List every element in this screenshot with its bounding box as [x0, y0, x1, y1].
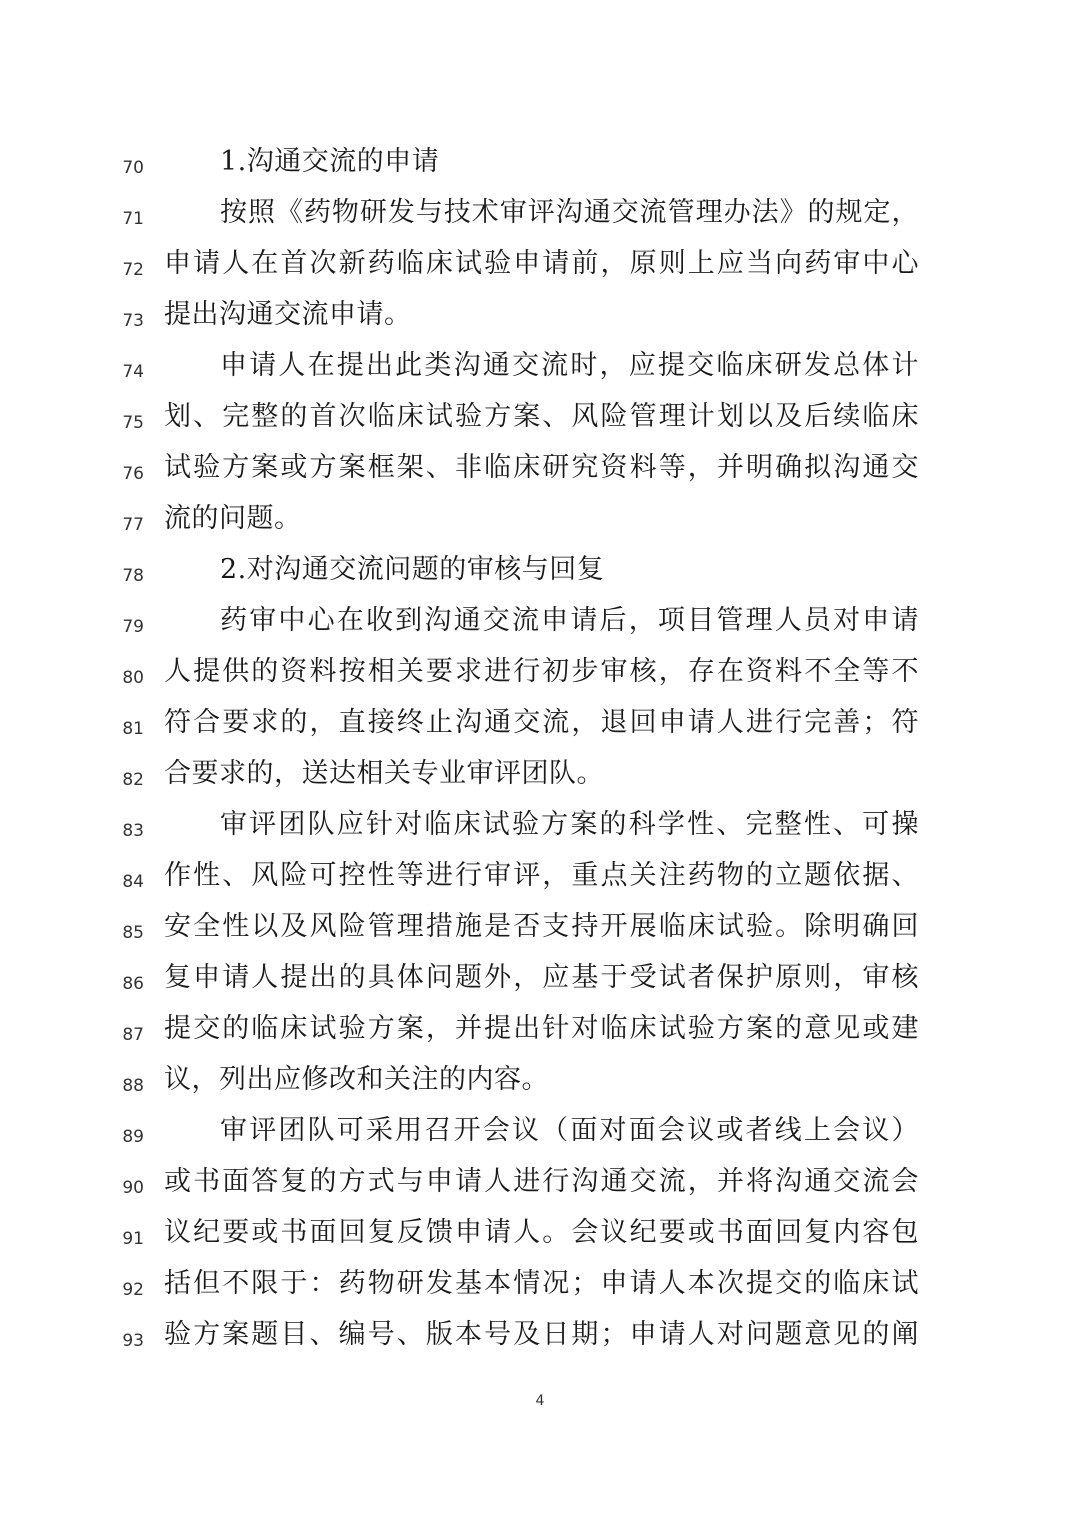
section-heading: 2.对沟通交流问题的审核与回复: [220, 554, 605, 585]
document-line: [0, 601, 1080, 652]
line-number: 79: [122, 617, 144, 637]
line-number: 89: [122, 1127, 144, 1147]
document-line: [0, 1009, 1080, 1060]
line-number: 85: [122, 923, 144, 943]
document-line: [0, 193, 1080, 244]
line-number: 84: [122, 872, 144, 892]
line-text: 审评团队应针对临床试验方案的科学性、完整性、可操: [220, 809, 919, 840]
line-number: 77: [122, 515, 144, 535]
line-number: 81: [122, 719, 144, 739]
line-number: 76: [122, 464, 144, 484]
line-number: 92: [122, 1280, 144, 1300]
document-line: [0, 703, 1080, 754]
line-text: 申请人在首次新药临床试验申请前，原则上应当向药审中心: [164, 248, 919, 279]
line-text: 安全性以及风险管理措施是否支持开展临床试验。除明确回: [164, 911, 919, 942]
line-text: 提交的临床试验方案，并提出针对临床试验方案的意见或建: [164, 1013, 919, 1044]
document-line: [0, 499, 1080, 550]
document-line: [0, 1162, 1080, 1213]
line-number: 73: [122, 311, 144, 331]
line-text: 括但不限于：药物研发基本情况；申请人本次提交的临床试: [164, 1268, 919, 1299]
line-number: 88: [122, 1076, 144, 1096]
document-line: [0, 958, 1080, 1009]
line-text: 符合要求的，直接终止沟通交流，退回申请人进行完善；符: [164, 707, 919, 738]
line-text: 作性、风险可控性等进行审评，重点关注药物的立题依据、: [164, 860, 919, 891]
line-text: 流的问题。: [164, 503, 302, 534]
document-line: [0, 295, 1080, 346]
line-text: 试验方案或方案框架、非临床研究资料等，并明确拟沟通交: [164, 452, 919, 483]
line-text: 审评团队可采用召开会议（面对面会议或者线上会议）: [220, 1115, 919, 1146]
line-number: 87: [122, 1025, 144, 1045]
line-text: 划、完整的首次临床试验方案、风险管理计划以及后续临床: [164, 401, 919, 432]
line-text: 人提供的资料按相关要求进行初步审核，存在资料不全等不: [164, 656, 919, 687]
document-line: [0, 805, 1080, 856]
line-number: 86: [122, 974, 144, 994]
document-line: [0, 652, 1080, 703]
section-heading: 1.沟通交流的申请: [220, 146, 440, 177]
line-number: 82: [122, 770, 144, 790]
line-number: 75: [122, 413, 144, 433]
line-text: 验方案题目、编号、版本号及日期；申请人对问题意见的阐: [164, 1319, 919, 1350]
line-text: 按照《药物研发与技术审评沟通交流管理办法》的规定，: [220, 197, 919, 228]
line-text: 申请人在提出此类沟通交流时，应提交临床研发总体计: [220, 350, 919, 381]
line-number: 90: [122, 1178, 144, 1198]
line-text: 复申请人提出的具体问题外，应基于受试者保护原则，审核: [164, 962, 919, 993]
line-number: 93: [122, 1331, 144, 1351]
line-number: 78: [122, 566, 144, 586]
line-number: 91: [122, 1229, 144, 1249]
line-text: 提出沟通交流申请。: [164, 299, 412, 330]
document-line: [0, 1213, 1080, 1264]
document-line: [0, 346, 1080, 397]
document-line: [0, 907, 1080, 958]
document-line: [0, 1264, 1080, 1315]
document-line: [0, 1111, 1080, 1162]
document-line: [0, 244, 1080, 295]
line-text: 合要求的，送达相关专业审评团队。: [164, 758, 604, 789]
document-line: [0, 397, 1080, 448]
line-text: 议，列出应修改和关注的内容。: [164, 1064, 549, 1095]
line-number: 70: [122, 158, 144, 178]
line-number: 71: [122, 209, 144, 229]
document-line: [0, 1060, 1080, 1111]
line-text: 或书面答复的方式与申请人进行沟通交流，并将沟通交流会: [164, 1166, 919, 1197]
document-line: [0, 856, 1080, 907]
document-line: [0, 754, 1080, 805]
line-text: 议纪要或书面回复反馈申请人。会议纪要或书面回复内容包: [164, 1217, 919, 1248]
line-number: 74: [122, 362, 144, 382]
document-line: [0, 142, 1080, 193]
line-number: 83: [122, 821, 144, 841]
document-line: [0, 550, 1080, 601]
line-text: 药审中心在收到沟通交流申请后，项目管理人员对申请: [220, 605, 919, 636]
line-number: 72: [122, 260, 144, 280]
document-line: [0, 1315, 1080, 1366]
page-number: 4: [535, 1393, 545, 1409]
document-line: [0, 448, 1080, 499]
line-number: 80: [122, 668, 144, 688]
